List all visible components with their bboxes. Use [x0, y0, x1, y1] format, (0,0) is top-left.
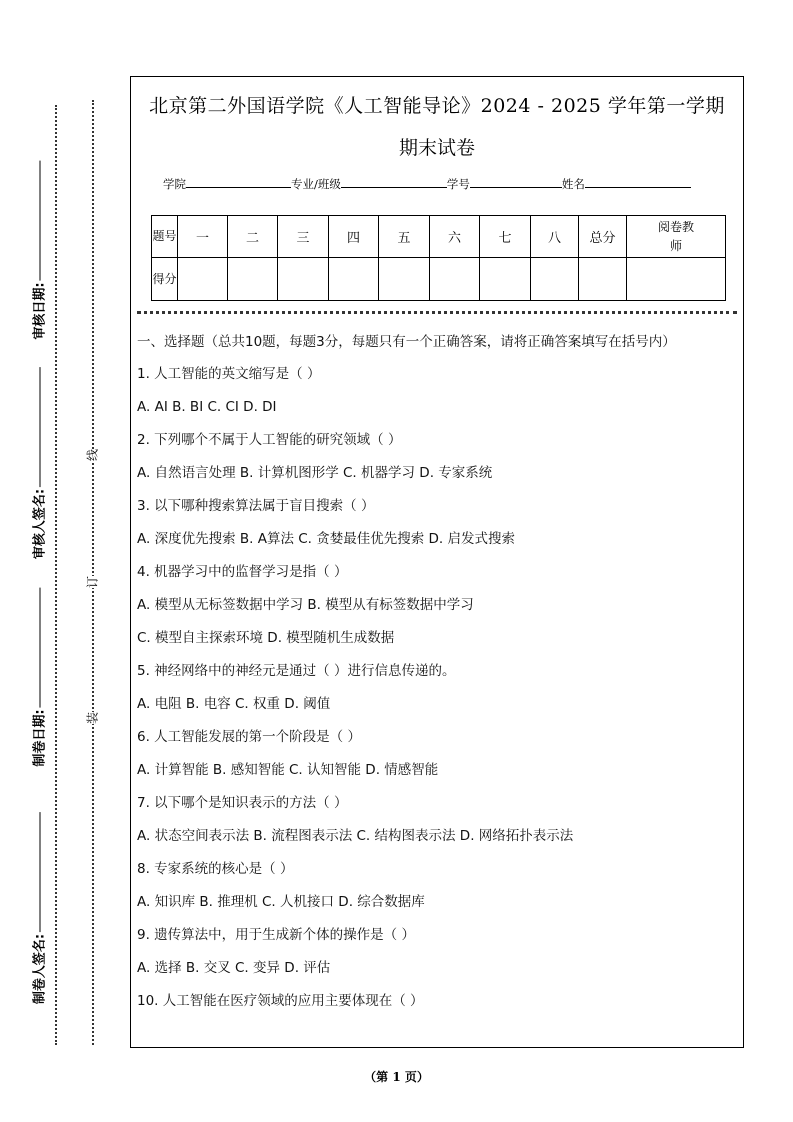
- option-line: A. 模型从无标签数据中学习 B. 模型从有标签数据中学习: [137, 597, 474, 613]
- field-label-student-id: 学号: [446, 177, 470, 191]
- maker-date-blank[interactable]: [40, 587, 41, 707]
- section-separator: [137, 311, 737, 314]
- score-cell[interactable]: [480, 258, 531, 301]
- option-line: A. 自然语言处理 B. 计算机图形学 C. 机器学习 D. 专家系统: [137, 465, 493, 481]
- question-line: 1. 人工智能的英文缩写是（ ）: [137, 366, 321, 382]
- option-line: A. 计算智能 B. 感知智能 C. 认知智能 D. 情感智能: [137, 762, 439, 778]
- score-cell[interactable]: [531, 258, 579, 301]
- score-table-score-row: [152, 258, 726, 301]
- option-line: A. AI B. BI C. CI D. DI: [137, 399, 277, 415]
- maker-signature-blank[interactable]: [40, 812, 41, 932]
- column-header: 五: [379, 216, 430, 258]
- question-line: 6. 人工智能发展的第一个阶段是（ ）: [137, 729, 361, 745]
- score-cell[interactable]: [379, 258, 430, 301]
- field-blank-name[interactable]: [585, 175, 691, 188]
- reviewer-signature-blank[interactable]: [40, 367, 41, 487]
- question-line: 3. 以下哪种搜索算法属于盲目搜索（ ）: [137, 498, 375, 514]
- score-table-header-row: [152, 216, 726, 258]
- question-line: 10. 人工智能在医疗领域的应用主要体现在（ ）: [137, 993, 424, 1009]
- option-line: A. 知识库 B. 推理机 C. 人机接口 D. 综合数据库: [137, 894, 425, 910]
- maker-date-label: 制卷日期:: [29, 587, 48, 766]
- row-label-score: 得分: [152, 258, 178, 301]
- score-cell[interactable]: [278, 258, 329, 301]
- option-line: C. 模型自主探索环境 D. 模型随机生成数据: [137, 630, 395, 646]
- student-info-row: [163, 175, 691, 192]
- field-blank-major-class[interactable]: [341, 175, 447, 188]
- column-header: 四: [329, 216, 379, 258]
- score-cell-grader[interactable]: [627, 258, 726, 301]
- field-label-name: 姓名: [561, 177, 585, 191]
- option-line: A. 选择 B. 交叉 C. 变异 D. 评估: [137, 960, 331, 976]
- review-date-blank[interactable]: [40, 160, 41, 280]
- option-line: A. 电阻 B. 电容 C. 权重 D. 阈值: [137, 696, 331, 712]
- score-cell[interactable]: [430, 258, 480, 301]
- column-header-grader: 阅卷教师: [627, 216, 726, 258]
- binding-char-ding: 订: [80, 576, 105, 588]
- exam-subtitle: 期末试卷: [398, 137, 475, 159]
- score-cell[interactable]: [329, 258, 379, 301]
- column-header: 七: [480, 216, 531, 258]
- field-label-college: 学院: [163, 177, 186, 191]
- column-header-total: 总分: [579, 216, 627, 258]
- question-line: 2. 下列哪个不属于人工智能的研究领域（ ）: [137, 432, 402, 448]
- question-line: 7. 以下哪个是知识表示的方法（ ）: [137, 795, 348, 811]
- reviewer-signature-label: 审核人签名:: [29, 367, 48, 559]
- field-label-major-class: 专业/班级: [291, 177, 341, 191]
- score-cell[interactable]: [228, 258, 278, 301]
- question-line: 5. 神经网络中的神经元是通过（ ）进行信息传递的。: [137, 663, 456, 679]
- section-multiple-choice: [137, 331, 739, 1023]
- score-cell[interactable]: [178, 258, 228, 301]
- page-number: （第 1 页）: [364, 1070, 429, 1084]
- field-blank-student-id[interactable]: [470, 175, 562, 188]
- section-instructions: 一、选择题（总共10题，每题3分，每题只有一个正确答案，请将正确答案填写在括号内）: [137, 334, 676, 350]
- binding-char-zhuang: 装: [80, 712, 105, 724]
- option-line: A. 深度优先搜索 B. A算法 C. 贪婪最佳优先搜索 D. 启发式搜索: [137, 531, 516, 547]
- column-header: 二: [228, 216, 278, 258]
- review-date-label: 审核日期:: [29, 160, 48, 339]
- question-line: 9. 遗传算法中，用于生成新个体的操作是（ ）: [137, 927, 415, 943]
- row-label-question-no: 题号: [152, 216, 178, 258]
- score-table: [151, 215, 726, 301]
- binding-dotted-line-inner: [92, 100, 94, 1045]
- column-header: 八: [531, 216, 579, 258]
- field-blank-college[interactable]: [186, 175, 291, 188]
- exam-frame: [130, 76, 744, 1048]
- question-line: 8. 专家系统的核心是（ ）: [137, 861, 294, 877]
- column-header: 六: [430, 216, 480, 258]
- exam-title: 北京第二外国语学院《人工智能导论》2024 - 2025 学年第一学期: [149, 95, 725, 117]
- maker-signature-label: 制卷人签名:: [29, 812, 48, 1004]
- score-cell-total[interactable]: [579, 258, 627, 301]
- question-line: 4. 机器学习中的监督学习是指（ ）: [137, 564, 348, 580]
- column-header: 三: [278, 216, 329, 258]
- binding-dotted-line-outer: [55, 105, 57, 1045]
- option-line: A. 状态空间表示法 B. 流程图表示法 C. 结构图表示法 D. 网络拓扑表示法: [137, 828, 574, 844]
- binding-char-xian: 线: [80, 449, 105, 461]
- column-header: 一: [178, 216, 228, 258]
